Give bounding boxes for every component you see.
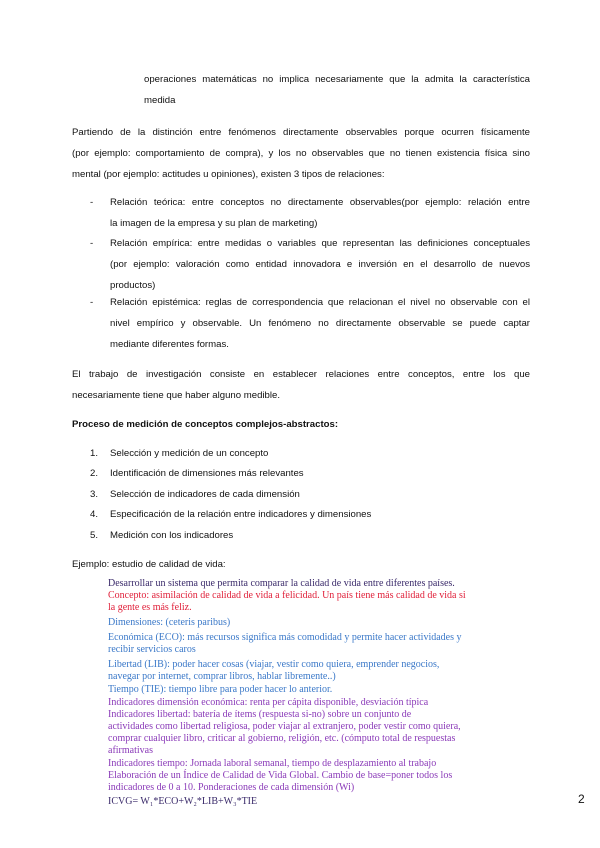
step-text: Medición con los indicadores [110,530,234,541]
bullet-line: Relación teórica: entre conceptos no directamente observables(por ejemplo: relación entre [110,197,530,208]
step-number: 2. [90,468,99,479]
bullet-dash: - [90,197,94,208]
example-line: recibir servicios caros [108,644,196,655]
page-number: 2 [578,792,585,806]
bullet-line: productos) [110,280,156,291]
example-line: Indicadores dimensión económica: renta per cápita disponible, desviación típica [108,697,429,708]
example-line: Concepto: asimilación de calidad de vida a felicidad. Un país tiene más calidad de vida si [108,590,466,601]
intro-line-1: operaciones matemáticas no implica necesariamente que la admita la característica [144,74,530,85]
example-line: Dimensiones: (ceteris paribus) [108,617,231,628]
bullet-dash: - [90,297,94,308]
bullet-line: nivel empírico y observable. Un fenómeno no directamente observable se puede captar [110,318,530,329]
example-line: Indicadores libertad: batería de ítems (respuesta si-no) sobre un conjunto de [108,709,412,720]
paragraph-distinction [72,122,530,185]
example-line: actividades como libertad religiosa, poder viajar al extranjero, poder vestir como quiera, [108,721,461,732]
intro-continuation [144,69,530,111]
paragraph-line: El trabajo de investigación consiste en establecer relaciones entre conceptos, entre los que [72,369,530,380]
example-line: Elaboración de un Índice de Calidad de Vida Global. Cambio de base=poner todos los [108,770,453,781]
example-line: Indicadores tiempo: Jornada laboral semanal, tiempo de desplazamiento al trabajo [108,758,437,769]
bullet-line: la imagen de la empresa y su plan de marketing) [110,218,318,229]
step-text: Selección de indicadores de cada dimensión [110,489,300,500]
bullet-relacion-empirica [110,233,530,296]
formula: ICVG= W₁*ECO+W₂*LIB+W₃*TIE [108,796,258,807]
example-line: navegar por internet, comprar libros, hablar libremente..) [108,671,336,682]
ejemplo-heading: Ejemplo: estudio de calidad de vida: [72,559,226,570]
bullet-line: (por ejemplo: valoración como entidad innovadora e inversión en el desarrollo de nuevos [110,259,530,270]
example-line: comprar cualquier libro, criticar al gobierno, religión, etc. (cómputo total de respuestas [108,733,456,744]
example-line: indicadores de 0 a 10. Ponderaciones de cada dimensión (Wi) [108,782,355,793]
bullet-dash: - [90,238,94,249]
step-text: Especificación de la relación entre indicadores y dimensiones [110,509,372,520]
bullet-line: mediante diferentes formas. [110,339,229,350]
example-line: Tiempo (TIE): tiempo libre para poder hacer lo anterior. [108,684,333,695]
paragraph-line: mental (por ejemplo: actitudes u opiniones), existen 3 tipos de relaciones: [72,169,385,180]
example-line: Desarrollar un sistema que permita comparar la calidad de vida entre diferentes países. [108,578,455,589]
step-text: Identificación de dimensiones más relevantes [110,468,304,479]
bullet-relacion-epistemica [110,292,530,355]
proceso-heading: Proceso de medición de conceptos complejos-abstractos: [72,419,339,430]
step-number: 1. [90,448,99,459]
example-line: Económica (ECO): más recursos significa más comodidad y permite hacer actividades y [108,632,462,643]
step-text: Selección y medición de un concepto [110,448,269,459]
step-number: 4. [90,509,99,520]
paragraph-trabajo [72,364,530,406]
paragraph-line: Partiendo de la distinción entre fenómenos directamente observables porque ocurren físicamente [72,127,530,138]
bullet-line: Relación epistémica: reglas de correspondencia que relacionan el nivel no observable con el [110,297,530,308]
example-line: afirmativas [108,745,153,756]
step-number: 5. [90,530,99,541]
example-line: la gente es más feliz. [108,602,192,613]
bullet-line: Relación empírica: entre medidas o variables que representan las definiciones conceptuales [110,238,530,249]
paragraph-line: necesariamente tiene que haber alguno medible. [72,390,281,401]
example-line: Libertad (LIB): poder hacer cosas (viajar, vestir como quiera, emprender negocios, [108,659,440,670]
paragraph-line: (por ejemplo: comportamiento de compra), y los no observables que no tienen existencia física sino [72,148,530,159]
bullet-relacion-teorica [110,192,530,234]
intro-line-2: medida [144,95,176,106]
step-number: 3. [90,489,99,500]
